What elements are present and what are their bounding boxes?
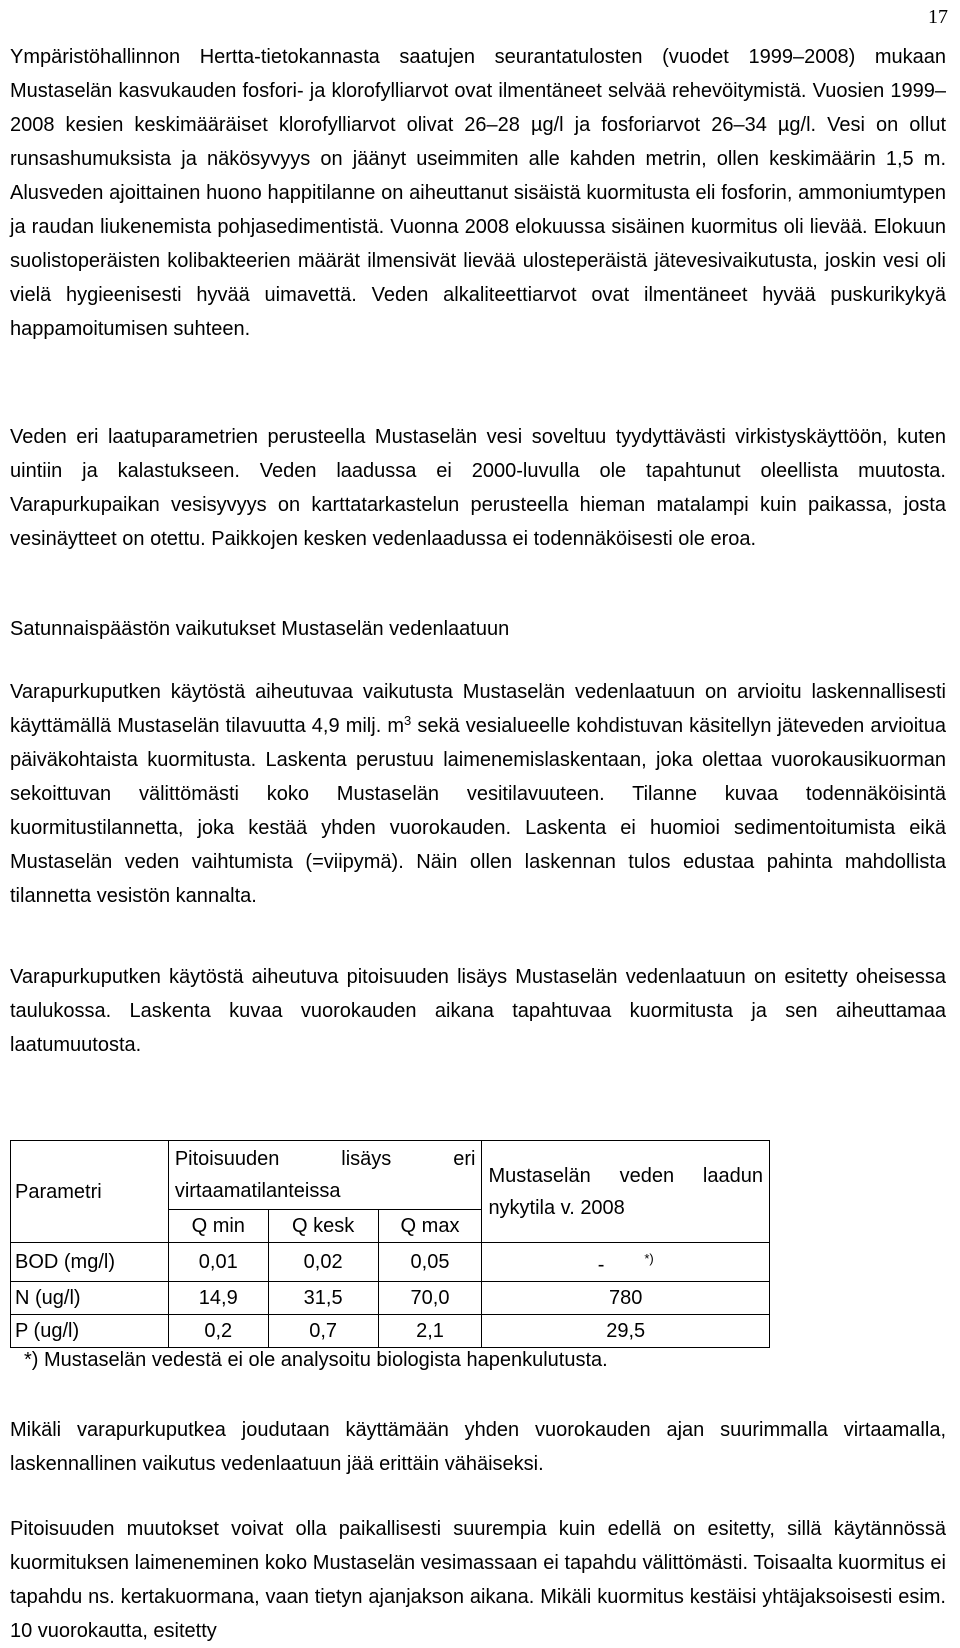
paragraph-recreational-use: Veden eri laatuparametrien perusteella Mustaselän vesi soveltuu tyydyttävästi virkistyskäyttöön, kuten uintiin ja kalastukseen. Veden laadussa ei 2000-luvulla ole tapahtunut oleellista muutosta. Varapurkupaikan vesisyvyys on karttatarkastelun perusteella hieman matalampi kuin paikassa, josta vesinäytteet on otettu. Paikkojen kesken vedenlaadussa ei todennäköisesti ole eroa. <box>10 426 946 550</box>
header-current-state: Mustaselän veden laadun nykytila v. 2008 <box>482 1141 770 1243</box>
footnote-marker: *) <box>644 1251 654 1266</box>
page-number: 17 <box>928 6 948 28</box>
cell-qkesk: 0,7 <box>268 1315 378 1348</box>
paragraph-water-quality-history: Ympäristöhallinnon Hertta-tietokannasta saatujen seurantatulosten (vuodet 1999–2008) mukaan Mustaselän kasvukauden fosfori- ja klorofylliarvot ovat ilmentäneet selvää rehevöitymistä. Vuosien 1999–2008 kesien keskimääräiset klorofylliarvot olivat 26–28 µg/l ja fosforiarvot 26–34 µg/l. Vesi on ollut runsashumuksista ja näkösyvyys on jäänyt useimmiten alle kahden metrin, ollen keskimäärin 1,5 m. Alusveden ajoittainen huono happitilanne on aiheuttanut sisäistä kuormitusta eli fosforin, ammoniumtypen ja raudan liukenemista pohjasedimentistä. Vuonna 2008 elokuussa sisäinen kuormitus oli lievää. Elokuun suolistoperäisten kolibakteerien määrät ilmensivät lievää ulosteperäistä jätevesivaikutusta, joskin vesi oli vielä hygieenisesti hyvää uimavettä. Veden alkaliteettiarvot ovat ilmentäneet hyvää puskurikykyä happamoitumisen suhteen. <box>10 46 946 340</box>
paragraph-calculation-method <box>10 675 946 913</box>
table-row <box>11 1315 770 1348</box>
paragraph-calc-text-1: Varapurkuputken käytöstä aiheutuvaa vaikutusta Mustaselän vedenlaatuun on arvioitu laskennallisesti käyttämällä Mustaselän tilavuutta 4,9 milj. m <box>10 681 946 737</box>
paragraph-local-variation: Pitoisuuden muutokset voivat olla paikallisesti suurempia kuin edellä on esitetty, sillä käytännössä kuormituksen laimeneminen koko Mustaselän vesimassaan ei tapahdu välittömästi. Toisaalta kuormitus ei tapahdu ns. kertakuormana, vaan tietyn ajanjakson aikana. Mikäli kuormitus kestäisi yhtäjaksoisesti esim. 10 vuorokautta, esitetty <box>10 1518 946 1642</box>
header-q-max: Q max <box>378 1210 482 1243</box>
cell-qmin: 0,01 <box>168 1243 268 1282</box>
cell-current: 29,5 <box>482 1315 770 1348</box>
header-q-kesk: Q kesk <box>268 1210 378 1243</box>
header-concentration-increase: Pitoisuuden lisäys eri virtaamatilanteissa <box>168 1141 482 1210</box>
cell-current-value: - <box>597 1254 605 1276</box>
cell-qmax: 70,0 <box>378 1282 482 1315</box>
cell-qkesk: 31,5 <box>268 1282 378 1315</box>
parameter-table <box>10 1140 770 1348</box>
table-header-row <box>11 1141 770 1210</box>
section-heading: Satunnaispäästön vaikutukset Mustaselän vedenlaatuun <box>10 618 510 640</box>
table-row <box>11 1243 770 1282</box>
cell-param: N (ug/l) <box>11 1282 169 1315</box>
cell-current: 780 <box>482 1282 770 1315</box>
table-footnote: *) Mustaselän vedestä ei ole analysoitu biologista hapenkulutusta. <box>24 1349 608 1371</box>
cell-qmin: 14,9 <box>168 1282 268 1315</box>
cell-current <box>482 1243 770 1282</box>
paragraph-max-flow-effect: Mikäli varapurkuputkea joudutaan käyttämään yhden vuorokauden ajan suurimmalla virtaamalla, laskennallinen vaikutus vedenlaatuun jää erittäin vähäiseksi. <box>10 1419 946 1475</box>
cell-qkesk: 0,02 <box>268 1243 378 1282</box>
cell-qmax: 0,05 <box>378 1243 482 1282</box>
paragraph-table-intro: Varapurkuputken käytöstä aiheutuva pitoisuuden lisäys Mustaselän vedenlaatuun on esitetty oheisessa taulukossa. Laskenta kuvaa vuorokauden aikana tapahtuvaa kuormitusta ja sen aiheuttamaa laatumuutosta. <box>10 966 946 1056</box>
header-q-min: Q min <box>168 1210 268 1243</box>
header-parameter: Parametri <box>11 1141 169 1243</box>
cell-param: BOD (mg/l) <box>11 1243 169 1282</box>
superscript-3: 3 <box>404 713 412 728</box>
cell-qmin: 0,2 <box>168 1315 268 1348</box>
paragraph-calc-text-2: sekä vesialueelle kohdistuvan käsitellyn jäteveden arvioitua päiväkohtaista kuormitusta. Laskenta perustuu laimenemislaskentaan, joka olettaa vuorokausikuorman sekoittuvan välittömästi koko Mustaselän vesitilavuuteen. Tilanne kuvaa todennäköisintä kuormitustilannetta, joka kestää yhden vuorokauden. Laskenta ei huomioi sedimentoitumista eikä Mustaselän veden vaihtumista (=viipymä). Näin ollen laskennan tulos edustaa pahinta mahdollista tilannetta vesistön kannalta. <box>10 715 946 907</box>
cell-param: P (ug/l) <box>11 1315 169 1348</box>
table-row <box>11 1282 770 1315</box>
cell-qmax: 2,1 <box>378 1315 482 1348</box>
